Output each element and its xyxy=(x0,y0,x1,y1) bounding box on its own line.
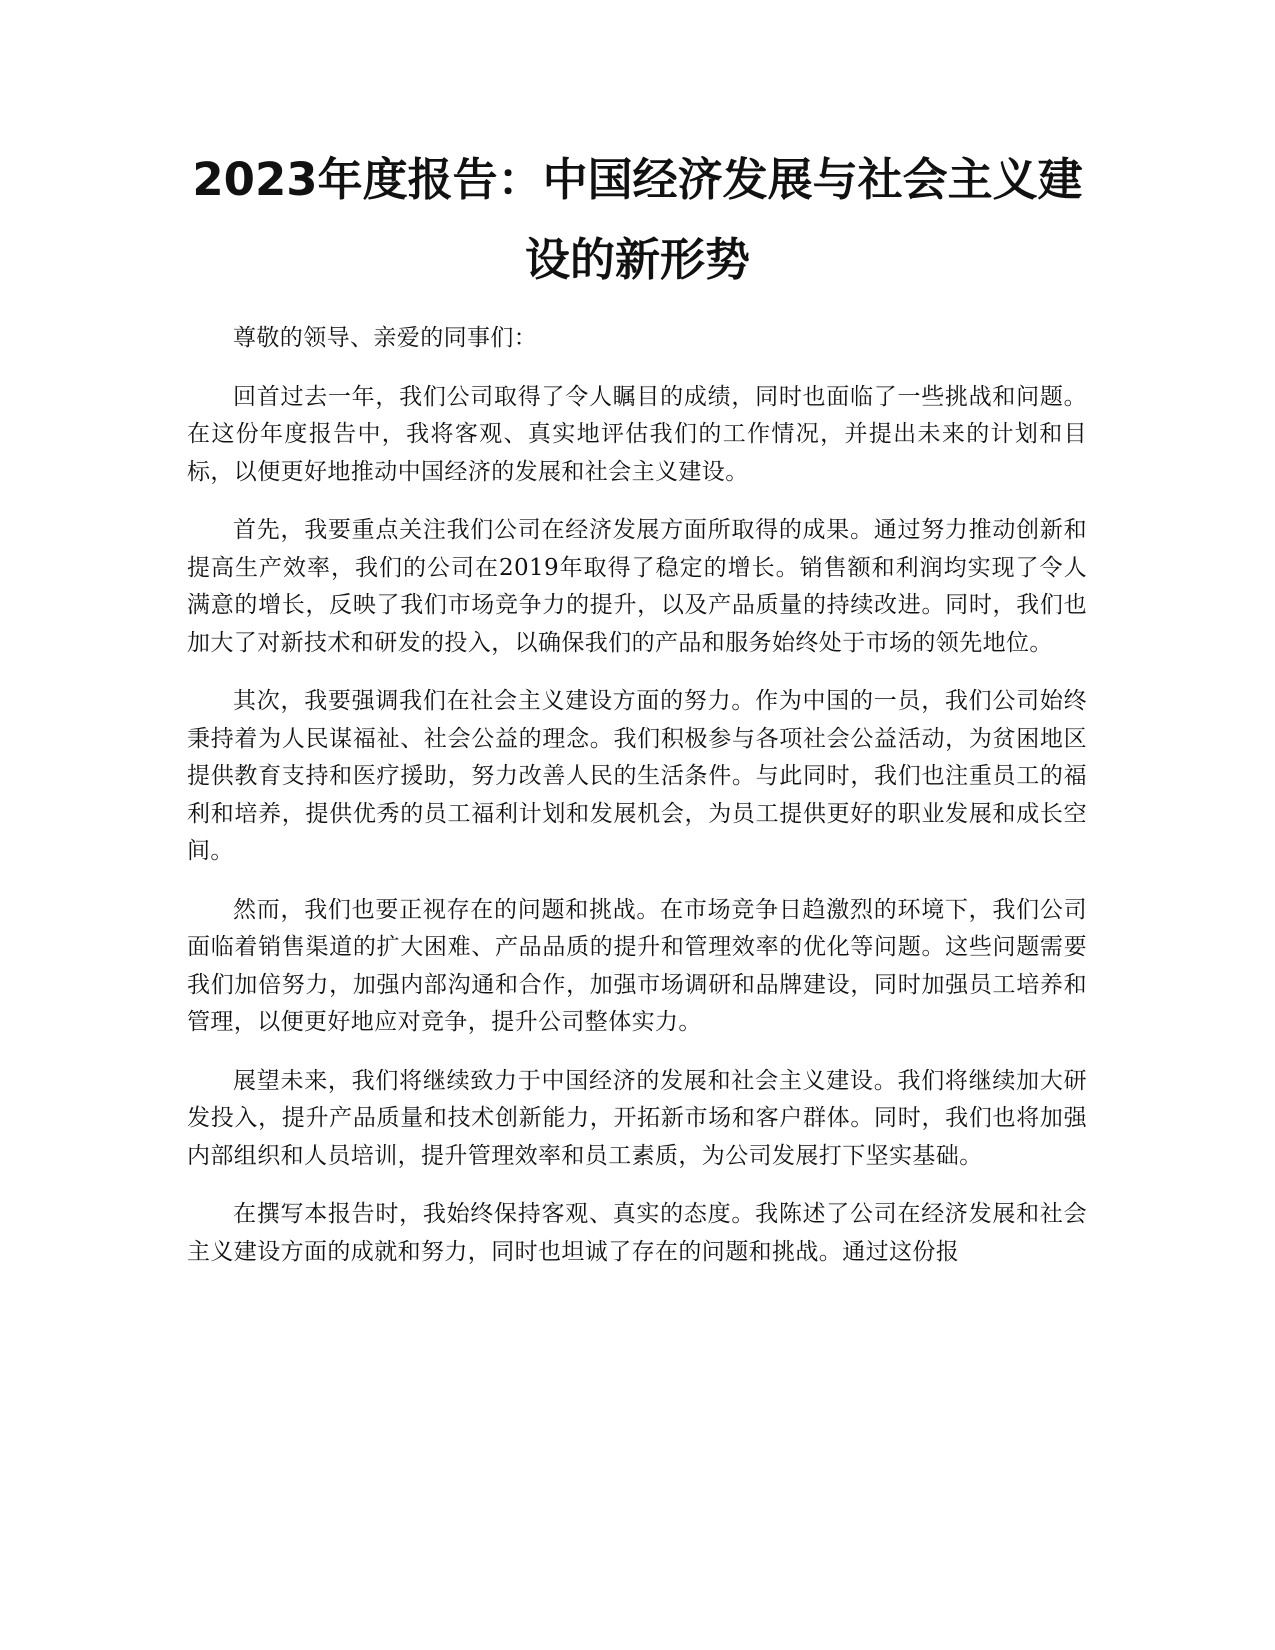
challenges-paragraph: 然而，我们也要正视存在的问题和挑战。在市场竞争日趋激烈的环境下，我们公司面临着销售渠道的扩大困难、产品品质的提升和管理效率的优化等问题。这些问题需要我们加倍努力，加强内部沟通和合作，加强市场调研和品牌建设，同时加强员工培养和管理，以便更好地应对竞争，提升公司整体实力。 xyxy=(187,896,1087,1035)
outlook-paragraph: 展望未来，我们将继续致力于中国经济的发展和社会主义建设。我们将继续加大研发投入，提升产品质量和技术创新能力，开拓新市场和客户群体。同时，我们也将加强内部组织和人员培训，提升管理效率和员工素质，为公司发展打下坚实基础。 xyxy=(187,1067,1087,1169)
economic-results-paragraph: 首先，我要重点关注我们公司在经济发展方面所取得的成果。通过努力推动创新和提高生产效率，我们的公司在2019年取得了稳定的增长。销售额和利润均实现了令人满意的增长，反映了我们市场竞争力的提升，以及产品质量的持续改进。同时，我们也加大了对新技术和研发的投入，以确保我们的产品和服务始终处于市场的领先地位。 xyxy=(187,517,1087,656)
document-body xyxy=(187,320,1087,1292)
salutation-paragraph: 尊敬的领导、亲爱的同事们： xyxy=(233,325,538,351)
intro-paragraph: 回首过去一年，我们公司取得了令人瞩目的成绩，同时也面临了一些挑战和问题。在这份年度报告中，我将客观、真实地评估我们的工作情况，并提出未来的计划和目标，以便更好地推动中国经济的发展和社会主义建设。 xyxy=(187,383,1087,485)
document-title: 2023年度报告：中国经济发展与社会主义建设的新形势 xyxy=(192,153,1083,286)
social-efforts-paragraph: 其次，我要强调我们在社会主义建设方面的努力。作为中国的一员，我们公司始终秉持着为人民谋福祉、社会公益的理念。我们积极参与各项社会公益活动，为贫困地区提供教育支持和医疗援助，努力改善人民的生活条件。与此同时，我们也注重员工的福利和培养，提供优秀的员工福利计划和发展机会，为员工提供更好的职业发展和成长空间。 xyxy=(187,688,1087,864)
closing-paragraph: 在撰写本报告时，我始终保持客观、真实的态度。我陈述了公司在经济发展和社会主义建设方面的成就和努力，同时也坦诚了存在的问题和挑战。通过这份报 xyxy=(187,1201,1087,1265)
